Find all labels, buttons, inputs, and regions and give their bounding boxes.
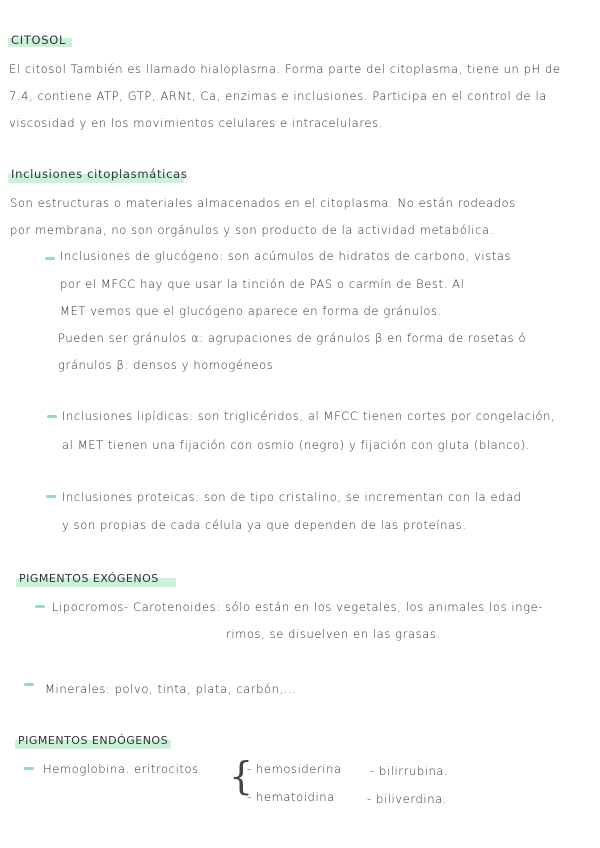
bullet-dash [24,683,34,686]
proteicas-line-1: Inclusiones proteicas: son de tipo cristalino, se incrementan con la edad [62,490,522,504]
minerales-line: Minerales: polvo, tinta, plata, carbón,... [45,682,297,696]
glucogeno-line-4: Pueden ser gránulos α: agrupaciones de gránulos β en forma de rosetas ó [58,331,527,345]
lipidicas-line-2: al MET tienen una fijación con osmio (negro) y fijación con gluta (blanco). [62,438,531,452]
brace-icon: { [229,754,254,798]
glucogeno-line-2: por el MFCC hay que usar la tinción de PAS o carmín de Best. Al [60,277,465,291]
derivado-3: - bilirrubina. [370,764,449,778]
glucogeno-line-3: MET vemos que el glucógeno aparece en forma de gránulos. [60,304,442,318]
bullet-dash [45,257,55,260]
derivado-1: - hemosiderina [247,762,342,776]
heading-exogenos: PIGMENTOS EXÓGENOS [19,572,159,585]
citosol-line-2: 7.4, contiene ATP, GTP, ARNt, Ca, enzimas e inclusiones. Participa en el control de la [9,89,547,103]
proteicas-line-2: y son propias de cada célula ya que dependen de las proteínas. [62,518,467,532]
heading-inclusiones: Inclusiones citoplasmáticas [11,167,188,181]
glucogeno-line-5: gránulos β: densos y homogéneos [58,358,274,372]
derivado-2: - hematoidina [247,790,335,804]
bullet-dash [46,495,56,498]
citosol-line-3: viscosidad y en los movimientos celulares e intracelulares. [9,116,383,130]
bullet-dash [24,767,34,770]
bullet-dash [35,605,45,608]
glucogeno-line-1: Inclusiones de glucógeno: son acúmulos de hidratos de carbono, vistas [60,249,512,263]
inclusiones-intro-1: Son estructuras o materiales almacenados en el citoplasma. No están rodeados [10,196,516,210]
lipocromos-line-2: rimos, se disuelven en las grasas. [226,627,441,641]
citosol-line-1: El citosol También es llamado hialoplasma. Forma parte del citoplasma, tiene un pH de [9,62,561,76]
lipocromos-line-1: Lipocromos- Carotenoides: sólo están en los vegetales, los animales los inge- [52,600,544,614]
hemoglobina-line: Hemoglobina. eritrocitos [43,762,199,776]
inclusiones-intro-2: por membrana, no son orgánulos y son producto de la actividad metabólica. [10,223,494,237]
heading-endogenos: PIGMENTOS ENDÓGENOS [18,734,169,747]
derivado-4: - biliverdina. [367,792,447,806]
bullet-dash [47,415,57,418]
lipidicas-line-1: Inclusiones lipídicas: son triglicéridos, al MFCC tienen cortes por congelación, [62,409,556,423]
heading-citosol: CITOSOL [11,33,67,47]
